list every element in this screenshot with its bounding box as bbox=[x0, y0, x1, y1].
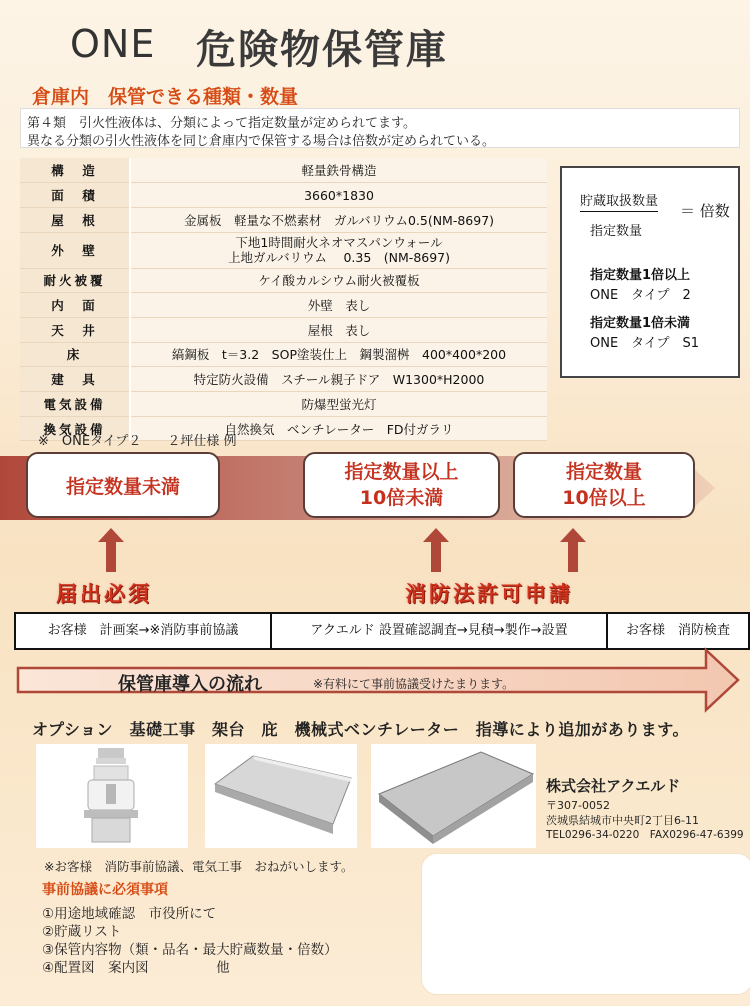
process-row bbox=[14, 612, 750, 650]
company-phone-fax: TEL0296-34-0220 FAX0296-47-6399 bbox=[546, 829, 744, 841]
blank-panel bbox=[421, 853, 750, 995]
spec-label: 面 積 bbox=[20, 183, 130, 208]
flow-note: ※有料にて事前協議受けたまります。 bbox=[313, 677, 515, 691]
spec-value: 金属板 軽量な不燃素材 ガルバリウム0.5(NM-8697) bbox=[130, 207, 547, 232]
spec-value: 特定防火設備 スチール親子ドア W1300*H2000 bbox=[130, 367, 547, 392]
stage-below-limit: 指定数量未満 bbox=[26, 452, 220, 518]
process-step-inspection: お客様 消防検査 bbox=[625, 623, 730, 638]
table-row bbox=[20, 232, 547, 268]
table-row bbox=[20, 183, 547, 208]
stage-2-line-1: 指定数量以上 bbox=[344, 461, 459, 483]
formula-numerator: 貯蔵取扱数量 bbox=[580, 190, 658, 212]
stage-2-line-2: 10倍未満 bbox=[359, 487, 444, 509]
spec-value: 外壁 表し bbox=[130, 293, 547, 318]
spec-value-line-1: 下地1時間耐火ネオマスパンウォール bbox=[235, 235, 443, 251]
requirements-title: 事前協議に必須事項 bbox=[42, 882, 168, 898]
intro-line-2: 異なる分類の引火性液体を同じ倉庫内で保管する場合は倍数が定められている。 bbox=[27, 134, 496, 149]
spec-label: 電気設備 bbox=[20, 392, 130, 417]
spec-table bbox=[20, 158, 547, 441]
awning-image bbox=[205, 744, 357, 848]
formula-line-3: 指定数量1倍未満 bbox=[590, 316, 691, 331]
table-row bbox=[20, 317, 547, 342]
ventilator-image bbox=[36, 744, 188, 848]
stage-over-10x bbox=[513, 452, 695, 518]
spec-label: 構 造 bbox=[20, 158, 130, 183]
spec-value: 3660*1830 bbox=[130, 183, 547, 208]
up-arrow-icon bbox=[98, 528, 124, 572]
page-title: 危険物保管庫 bbox=[196, 27, 448, 73]
flow-title: 保管庫導入の流れ bbox=[118, 674, 262, 695]
requirement-item: ②貯蔵リスト bbox=[42, 924, 122, 940]
stage-1x-to-10x bbox=[303, 452, 500, 518]
table-row bbox=[20, 158, 547, 183]
spec-value-line-2: 上地ガルバリウム 0.35 (NM-8697) bbox=[227, 250, 451, 266]
table-row bbox=[20, 268, 547, 293]
spec-label: 天 井 bbox=[20, 317, 130, 342]
label-fire-permit: 消防法許可申請 bbox=[405, 582, 573, 606]
requirement-item: ①用途地域確認 市役所にて bbox=[42, 906, 217, 922]
spec-label: 耐火被覆 bbox=[20, 268, 130, 293]
formula-line-4: ONE タイプ S1 bbox=[590, 336, 700, 351]
formula-line-1: 指定数量1倍以上 bbox=[590, 268, 691, 283]
table-row bbox=[20, 367, 547, 392]
company-name: 株式会社アクエルド bbox=[546, 777, 681, 795]
company-zip: 〒307-0052 bbox=[546, 799, 610, 812]
process-step-aquerd: アクエルド 設置確認調査→見積→製作→設置 bbox=[272, 614, 608, 648]
spec-label: 内 面 bbox=[20, 293, 130, 318]
spec-value: 軽量鉄骨構造 bbox=[130, 158, 547, 183]
table-row bbox=[20, 392, 547, 417]
base-frame-image bbox=[371, 744, 536, 848]
label-notification-required: 届出必須 bbox=[56, 582, 152, 606]
stage-3-line-2: 10倍以上 bbox=[562, 487, 646, 509]
table-row bbox=[20, 342, 547, 367]
spec-value: ケイ酸カルシウム耐火被覆板 bbox=[130, 268, 547, 293]
spec-label: 屋 根 bbox=[20, 207, 130, 232]
intro-box bbox=[20, 108, 740, 148]
intro-line-1: 第４類 引火性液体は、分類によって指定数量が定められてます。 bbox=[27, 116, 416, 131]
formula-box bbox=[560, 166, 740, 378]
note-onetype: ※ ONEタイプ２ ２坪仕様 例 bbox=[38, 434, 237, 449]
table-row bbox=[20, 293, 547, 318]
spec-label: 外 壁 bbox=[20, 232, 130, 268]
formula-line-2: ONE タイプ 2 bbox=[590, 288, 691, 303]
table-row bbox=[20, 207, 547, 232]
spec-value: 縞鋼板 t＝3.2 SOP塗装仕上 鋼製溜桝 400*400*200 bbox=[130, 342, 547, 367]
requirement-item: ④配置図 案内図 他 bbox=[42, 960, 230, 976]
spec-value: 屋根 表し bbox=[130, 317, 547, 342]
spec-value: 防爆型蛍光灯 bbox=[130, 392, 547, 417]
spec-value: 自然換気 ベンチレーター FD付ガラリ bbox=[130, 416, 547, 441]
brand-one: ONE bbox=[70, 22, 156, 66]
up-arrow-icon bbox=[560, 528, 586, 572]
section-title: 倉庫内 保管できる種類・数量 bbox=[32, 86, 299, 108]
spec-label: 建 具 bbox=[20, 367, 130, 392]
options-text: オプション 基礎工事 架台 庇 機械式ベンチレーター 指導により追加があります。 bbox=[32, 720, 689, 739]
up-arrow-icon bbox=[423, 528, 449, 572]
spec-label: 床 bbox=[20, 342, 130, 367]
process-step-customer-plan: お客様 計画案→※消防事前協議 bbox=[16, 614, 272, 648]
stage-3-line-1: 指定数量 bbox=[565, 461, 642, 483]
formula-denominator: 指定数量 bbox=[590, 224, 643, 239]
spec-label: 換気設備 bbox=[20, 416, 130, 441]
spec-value bbox=[130, 232, 547, 268]
note-customer: ※お客様 消防事前協議、電気工事 おねがいします。 bbox=[44, 859, 354, 874]
formula-equals: ＝ 倍数 bbox=[680, 202, 730, 220]
requirement-item: ③保管内容物（類・品名・最大貯蔵数量・倍数） bbox=[42, 942, 338, 958]
company-address: 茨城県結城市中央町2丁目6-11 bbox=[546, 814, 699, 827]
